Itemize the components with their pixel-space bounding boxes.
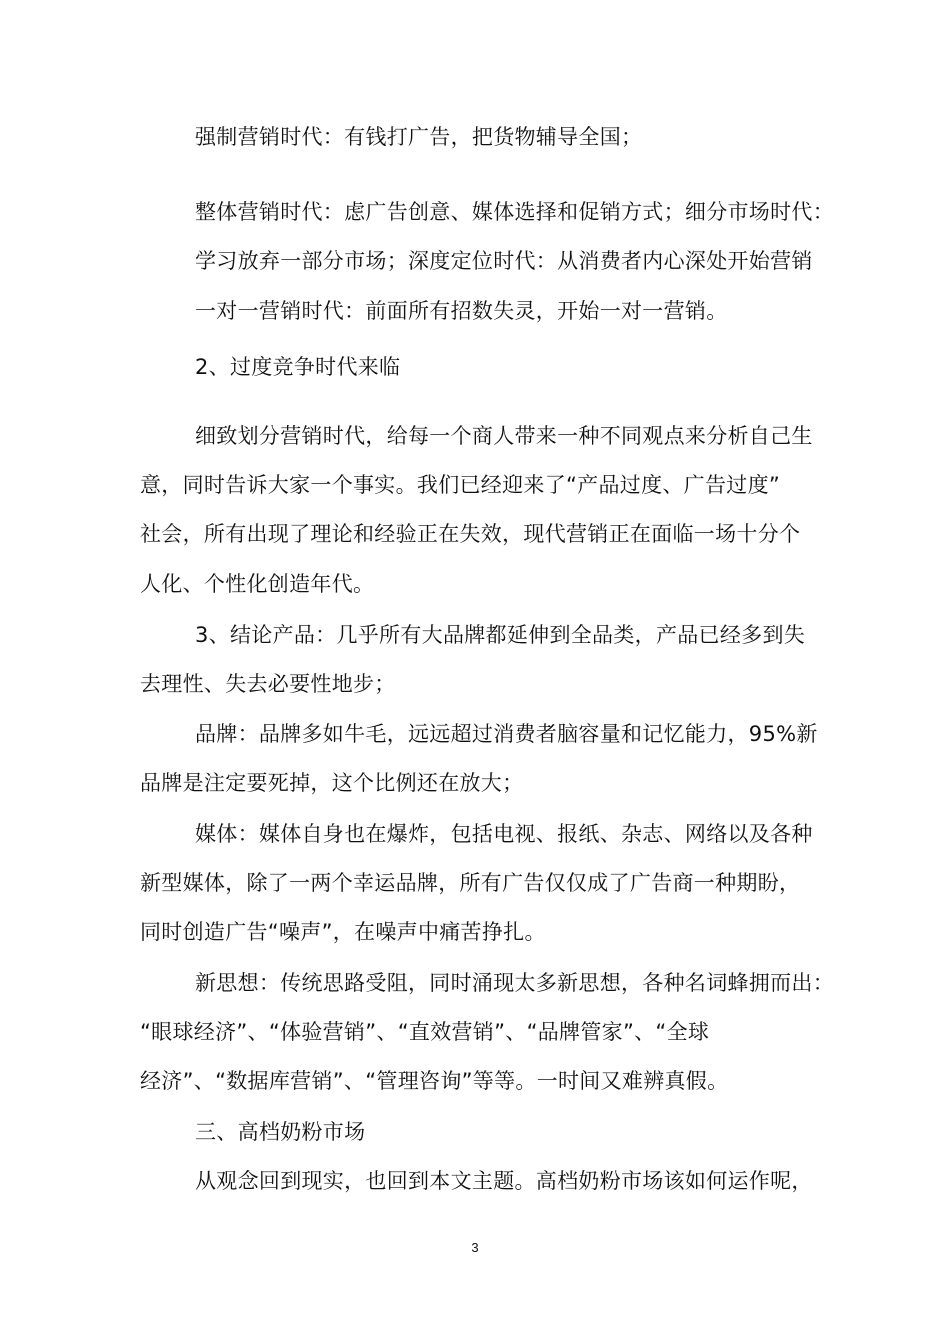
- text-line: 细致划分营销时代，给每一个商人带来一种不同观点来分析自己生: [195, 424, 813, 448]
- text-line: 品牌：品牌多如牛毛，远远超过消费者脑容量和记忆能力，95%新: [195, 722, 818, 746]
- section-heading: 2、过度竞争时代来临: [195, 355, 401, 379]
- text-line: 新思想：传统思路受阻，同时涌现太多新思想，各种名词蜂拥而出：: [195, 971, 834, 995]
- text-line: “眼球经济”、“体验营销”、“直效营销”、“品牌管家”、“全球: [140, 1020, 710, 1044]
- text-line: 整体营销时代：虑广告创意、媒体选择和促销方式；细分市场时代：: [195, 200, 834, 224]
- text-line: 同时创造广告“噪声”，在噪声中痛苦挣扎。: [140, 920, 546, 944]
- text-line: 意，同时告诉大家一个事实。我们已经迎来了“产品过度、广告过度”: [140, 473, 781, 497]
- text-line: 从观念回到现实，也回到本文主题。高档奶粉市场该如何运作呢，: [195, 1169, 813, 1193]
- text-line: 媒体：媒体自身也在爆炸，包括电视、报纸、杂志、网络以及各种: [195, 822, 813, 846]
- text-line: 社会，所有出现了理论和经验正在失效，现代营销正在面临一场十分个: [140, 522, 801, 546]
- text-line: 强制营销时代：有钱打广告，把货物辅导全国；: [195, 125, 643, 149]
- text-line: 品牌是注定要死掉，这个比例还在放大；: [140, 771, 524, 795]
- text-line: 人化、个性化创造年代。: [140, 572, 375, 596]
- text-line: 3、结论产品：几乎所有大品牌都延伸到全品类，产品已经多到失: [195, 623, 806, 647]
- section-heading: 三、高档奶粉市场: [195, 1120, 366, 1144]
- text-line: 经济”、“数据库营销”、“管理咨询”等等。一时间又难辨真假。: [140, 1069, 729, 1093]
- text-line: 一对一营销时代：前面所有招数失灵，开始一对一营销。: [195, 299, 728, 323]
- text-line: 去理性、失去必要性地步；: [140, 672, 396, 696]
- text-line: 学习放弃一部分市场；深度定位时代：从消费者内心深处开始营销: [195, 249, 813, 273]
- text-line: 新型媒体，除了一两个幸运品牌，所有广告仅仅成了广告商一种期盼，: [140, 871, 801, 895]
- page-number: 3: [471, 1240, 479, 1255]
